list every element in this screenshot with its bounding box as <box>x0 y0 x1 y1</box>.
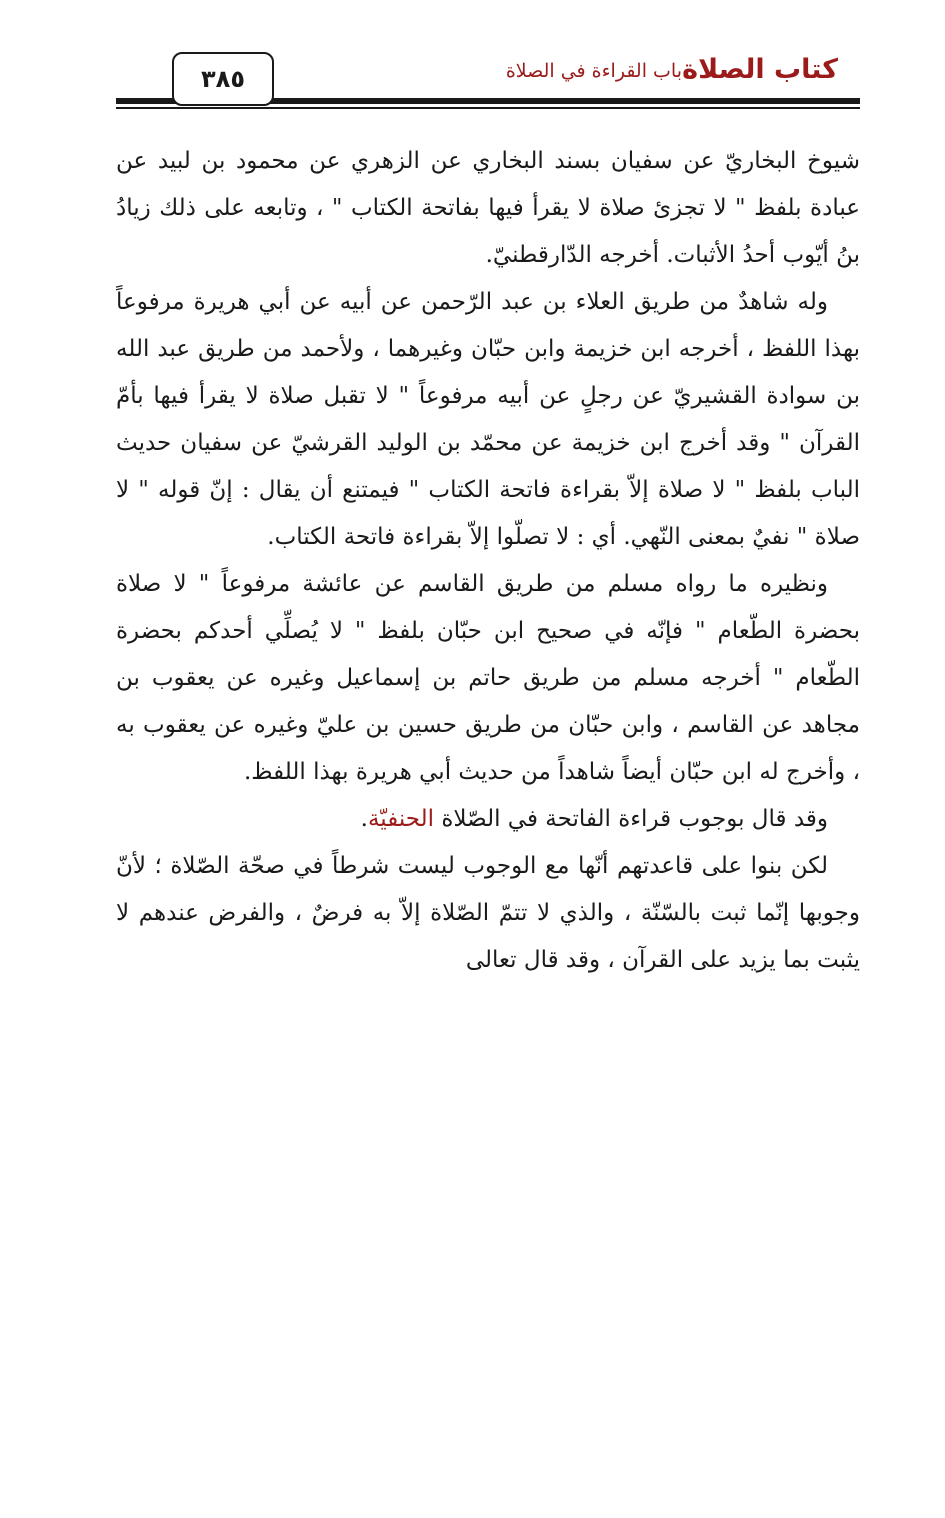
book-title: كتاب الصلاة <box>682 54 838 85</box>
page-number: ٣٨٥ <box>172 52 274 106</box>
paragraph-4-end: . <box>360 806 368 832</box>
paragraph-2: وله شاهدٌ من طريق العلاء بن عبد الرّحمن عن أبيه عن أبي هريرة مرفوعاً بهذا اللفظ ، أخرجه ابن خزيمة وابن حبّان وغيرهما ، ولأحمد من طريق عبد الله بن سوادة القشيريّ عن رجلٍ عن أبيه مرفوعاً " لا تقبل صلاة لا يقرأ فيها بأمّ القرآن " وقد أخرج ابن خزيمة عن محمّد بن الوليد القرشيّ عن سفيان حديث الباب بلفظ " لا صلاة إلاّ بقراءة فاتحة الكتاب " فيمتنع أن يقال : إنّ قوله " لا صلاة " نفيٌ بمعنى النّهي. أي : لا تصلّوا إلاّ بقراءة فاتحة الكتاب. <box>116 289 860 550</box>
paragraph-5: لكن بنوا على قاعدتهم أنّها مع الوجوب ليست شرطاً في صحّة الصّلاة ؛ لأنّ وجوبها إنّما ثبت بالسّنّة ، والذي لا تتمّ الصّلاة إلاّ به فرضٌ ، والفرض عندهم لا يثبت بما يزيد على القرآن ، وقد قال تعالى <box>116 853 860 973</box>
header-rule-thin <box>116 107 860 109</box>
highlighted-term: الحنفيّة <box>367 806 435 832</box>
paragraph-4-text: وقد قال بوجوب قراءة الفاتحة في الصّلاة <box>434 806 828 832</box>
paragraph-4 <box>116 796 860 843</box>
chapter-title: باب القراءة في الصلاة <box>505 60 682 82</box>
page-header <box>116 40 860 110</box>
body-text <box>116 138 860 984</box>
paragraph-1: شيوخ البخاريّ عن سفيان بسند البخاري عن الزهري عن محمود بن لبيد عن عبادة بلفظ " لا تجزئ صلاة لا يقرأ فيها بفاتحة الكتاب " ، وتابعه على ذلك زيادُ بنُ أيّوب أحدُ الأثبات. أخرجه الدّارقطنيّ. <box>116 148 860 268</box>
paragraph-3: ونظيره ما رواه مسلم من طريق القاسم عن عائشة مرفوعاً " لا صلاة بحضرة الطّعام " فإنّه في صحيح ابن حبّان بلفظ " لا يُصلِّي أحدكم بحضرة الطّعام " أخرجه مسلم من طريق حاتم بن إسماعيل وغيره عن يعقوب بن مجاهد عن القاسم ، وابن حبّان من طريق حسين بن عليّ وغيره عن يعقوب به ، وأخرج له ابن حبّان أيضاً شاهداً من حديث أبي هريرة بهذا اللفظ. <box>116 571 860 785</box>
